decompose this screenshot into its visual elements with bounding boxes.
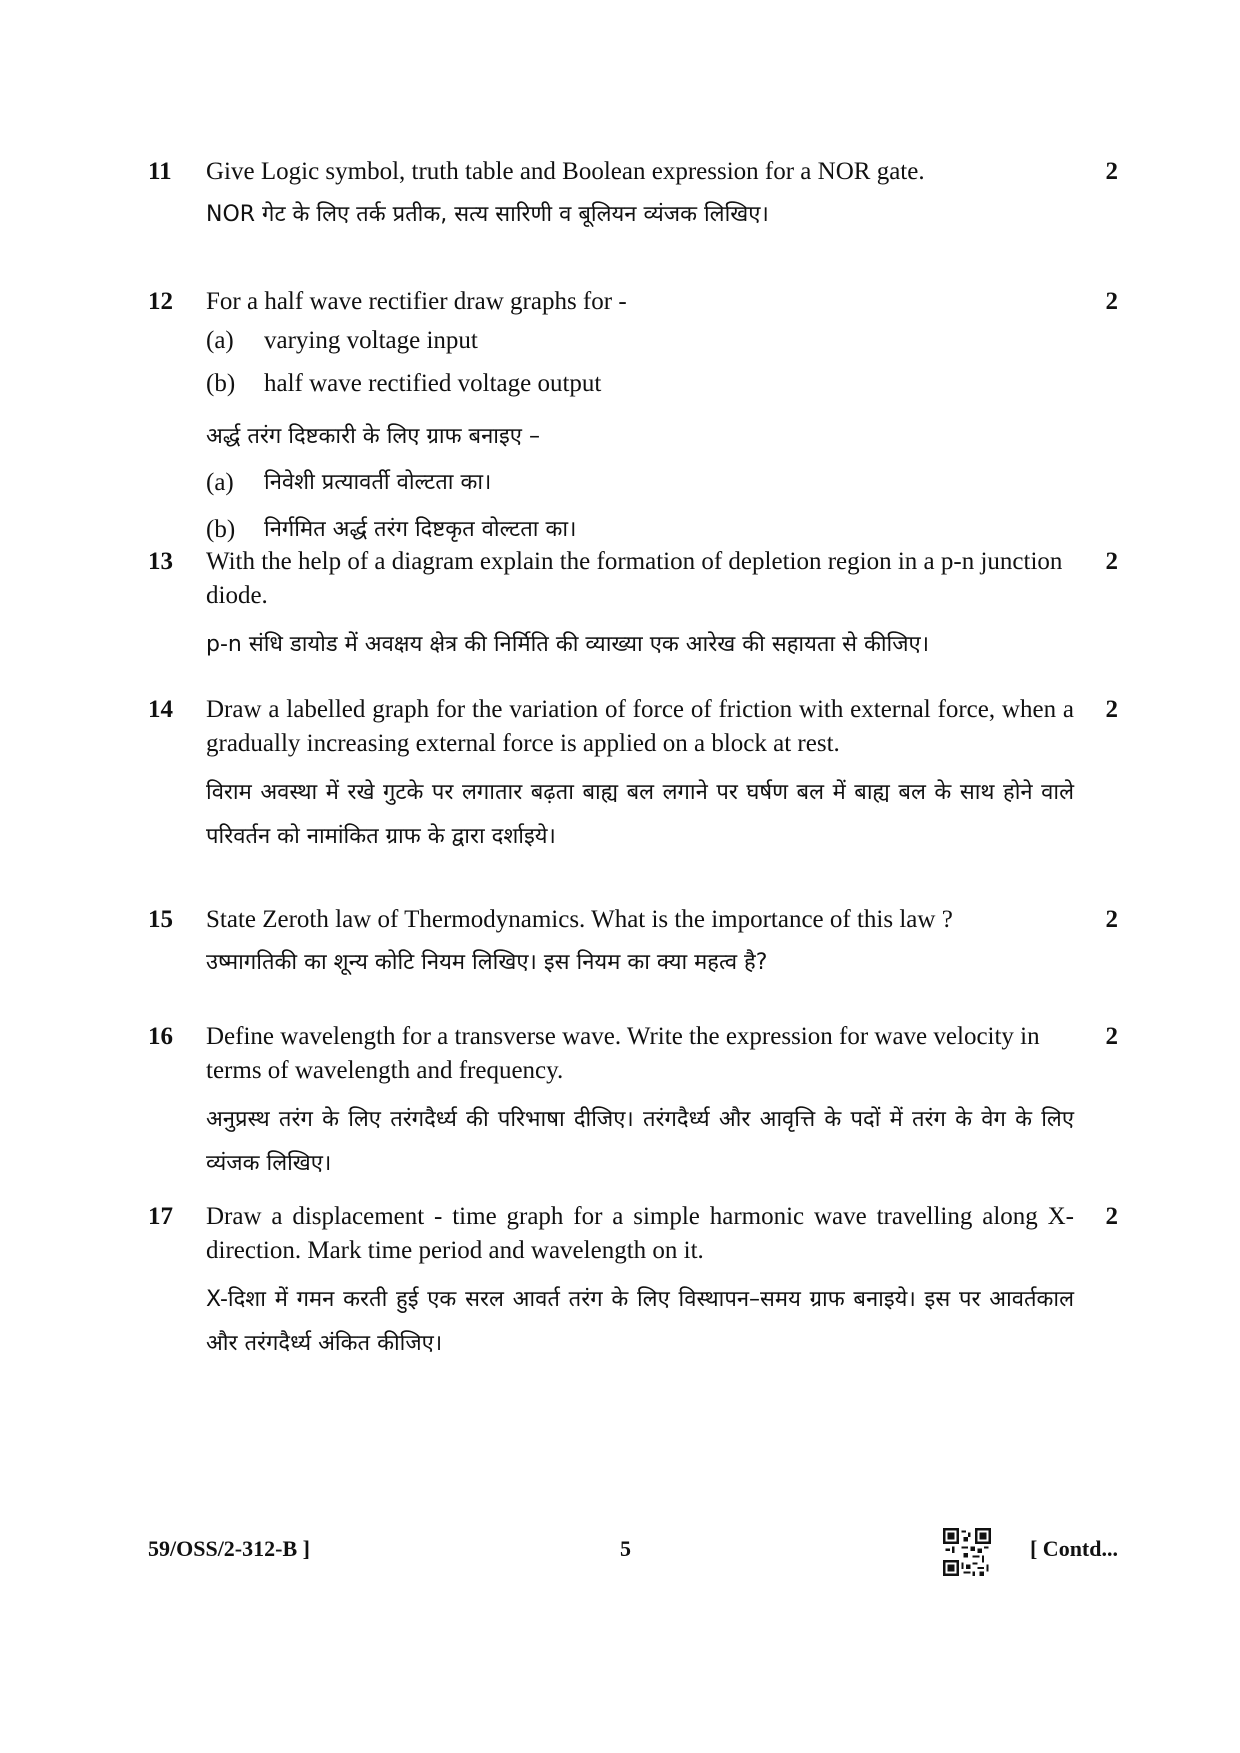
sub-part [206, 362, 1074, 405]
question-marks: 2 [1105, 548, 1118, 575]
question-16 [148, 1020, 1118, 1186]
question-text-hindi: p-n संधि डायोड में अवक्षय क्षेत्र की निर्मिति की व्याख्या एक आरेख की सहायता से कीजिए। [206, 632, 930, 657]
question-text-english: Draw a labelled graph for the variation of force of friction with external force, when a gradually increasing external force is applied on a block at rest. [206, 696, 1074, 757]
question-17 [148, 1200, 1118, 1366]
question-text-english: With the help of a diagram explain the formation of depletion region in a p-n junction diode. [206, 548, 1063, 609]
sub-part-text: निवेशी प्रत्यावर्ती वोल्टता का। [264, 470, 492, 495]
question-number: 13 [148, 548, 173, 575]
sub-part-label: (b) [206, 516, 236, 543]
question-text-hindi: विराम अवस्था में रखे गुटके पर लगातार बढ़ता बाह्य बल लगाने पर घर्षण बल में बाह्य बल के साथ होने वाले परिवर्तन को नामांकित ग्राफ के द्वारा दर्शाइये। [206, 780, 1074, 849]
page-number: 5 [620, 1536, 631, 1561]
question-marks: 2 [1105, 906, 1118, 933]
question-number: 14 [148, 696, 173, 723]
question-text-english: Define wavelength for a transverse wave. Write the expression for wave velocity in terms of wavelength and frequency. [206, 1023, 1040, 1084]
question-text-english: State Zeroth law of Thermodynamics. What is the importance of this law ? [206, 906, 953, 933]
question-text-hindi: X-दिशा में गमन करती हुई एक सरल आवर्त तरंग के लिए विस्थापन–समय ग्राफ बनाइये। इस पर आवर्तकाल और तरंगदैर्ध्य अंकित कीजिए। [206, 1287, 1074, 1356]
question-text-hindi: अर्द्ध तरंग दिष्टकारी के लिए ग्राफ बनाइए – [206, 424, 540, 449]
page-footer [148, 1528, 1118, 1568]
sub-part-label: (a) [206, 327, 234, 354]
question-number: 17 [148, 1203, 173, 1230]
question-13 [148, 545, 1118, 667]
question-number: 15 [148, 906, 173, 933]
sub-part-label: (a) [206, 469, 234, 496]
question-text-english: Draw a displacement - time graph for a simple harmonic wave travelling along X-direction. Mark time period and wavelength on it. [206, 1203, 1074, 1264]
question-marks: 2 [1105, 696, 1118, 723]
sub-part-text: निर्गमित अर्द्ध तरंग दिष्टकृत वोल्टता का। [264, 517, 577, 542]
question-marks: 2 [1105, 288, 1118, 315]
sub-part [206, 319, 1074, 362]
question-text-hindi: अनुप्रस्थ तरंग के लिए तरंगदैर्ध्य की परिभाषा दीजिए। तरंगदैर्ध्य और आवृत्ति के पदों में तरंग के वेग के लिए व्यंजक लिखिए। [206, 1107, 1074, 1176]
question-number: 11 [148, 158, 172, 185]
question-number: 16 [148, 1023, 173, 1050]
sub-part-text: varying voltage input [264, 327, 478, 354]
qr-code-icon [943, 1528, 991, 1576]
sub-part-text: half wave rectified voltage output [264, 370, 602, 397]
paper-code: 59/OSS/2-312-B ] [148, 1536, 310, 1561]
question-marks: 2 [1105, 1203, 1118, 1230]
question-marks: 2 [1105, 158, 1118, 185]
question-15 [148, 903, 1118, 985]
continued-label: [ Contd... [1029, 1536, 1118, 1561]
question-text-english: Give Logic symbol, truth table and Boolean expression for a NOR gate. [206, 158, 925, 185]
question-text-hindi: उष्मागतिकी का शून्य कोटि नियम लिखिए। इस नियम का क्या महत्व है? [206, 950, 768, 975]
question-number: 12 [148, 288, 173, 315]
question-marks: 2 [1105, 1023, 1118, 1050]
sub-part [206, 459, 1074, 506]
question-12 [148, 285, 1118, 553]
question-text-hindi: NOR गेट के लिए तर्क प्रतीक, सत्य सारिणी व बूलियन व्यंजक लिखिए। [206, 202, 769, 227]
sub-part-label: (b) [206, 370, 236, 397]
question-11 [148, 155, 1118, 237]
question-14 [148, 693, 1118, 859]
question-text-english: For a half wave rectifier draw graphs for - [206, 288, 627, 315]
